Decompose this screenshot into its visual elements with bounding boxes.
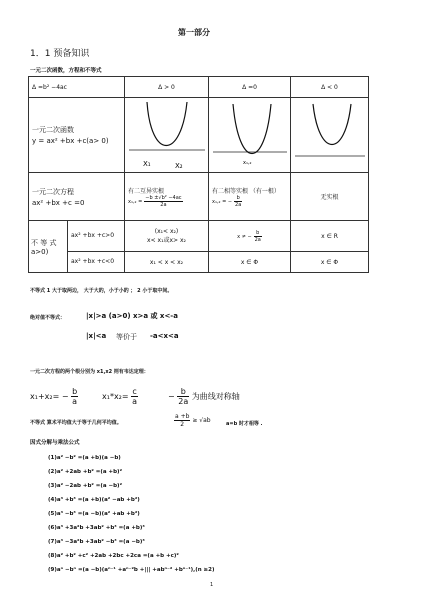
abs-value-line-2a: |x|<a xyxy=(86,332,107,340)
vieta-product-numerator: c xyxy=(132,387,137,396)
quadratic-table xyxy=(28,76,369,273)
formula-6: (6)a³ +3a²b +3ab² +b³ =(a +b)³ xyxy=(48,525,145,531)
solution-greater-condition: (x₁< x₂) xyxy=(154,228,179,236)
axis-fraction xyxy=(177,387,189,406)
mean-rhs: ≥ √ab xyxy=(192,417,211,424)
double-root-numerator: b xyxy=(234,195,242,202)
formula-9: (9)aⁿ −bⁿ =(a −b)(aⁿ⁻¹ +aⁿ⁻²b +||| +abⁿ⁻² +bⁿ⁻¹),(n ≥2) xyxy=(48,567,215,573)
formula-8: (8)a² +b² +c² +2ab +2bc +2ca =(a +b +c)² xyxy=(48,553,179,559)
two-roots-title: 有二互异实根 xyxy=(128,187,165,195)
inequality-greater: ax² +bx +c>0 xyxy=(68,221,124,252)
section-heading: 1．1 预备知识 xyxy=(30,49,90,59)
graph-double-root-cell xyxy=(209,98,291,173)
col-delta-negative: Δ < 0 xyxy=(291,77,369,98)
no-root-solution-greater: x ∈ R xyxy=(291,221,369,252)
x2-label: X₂ xyxy=(175,162,183,170)
vieta-sentence: 一元二次方程的两个根分别为 x1,x2 则有韦达定理： xyxy=(30,369,149,375)
double-root-solution-fraction xyxy=(254,230,262,243)
factorization-title: 因式分解与乘法公式 xyxy=(30,440,80,446)
x12-label: x₁,₂ xyxy=(243,160,252,166)
abs-value-label: 绝对值不等式： xyxy=(30,315,66,321)
double-root-lhs: x₁,₂ = − xyxy=(212,198,233,205)
mean-denominator: 2 xyxy=(180,421,185,428)
inequality-cell xyxy=(29,221,125,273)
two-roots-solution-greater xyxy=(125,221,209,252)
no-root-cell: 无实根 xyxy=(291,173,369,221)
axis-text: 为曲线对称轴 xyxy=(191,392,240,401)
axis-denominator: 2a xyxy=(178,397,189,406)
solution-greater-range: x< x₁或x> x₂ xyxy=(147,237,186,245)
two-roots-denominator: 2a xyxy=(160,201,167,208)
formula-3: (3)a² −2ab +b² =(a −b)² xyxy=(48,483,122,489)
double-root-title: 有二相等实根 （有一根） xyxy=(212,187,280,195)
vieta-product xyxy=(102,387,138,406)
axis-of-symmetry xyxy=(168,387,240,406)
two-roots-lhs: x₁,₂ = xyxy=(128,198,143,205)
double-root-fraction xyxy=(234,195,242,208)
parabola-no-root xyxy=(291,98,369,170)
subsection-heading: 一元二次函数，方程和不等式 xyxy=(30,68,102,74)
mean-inequality-text: 不等式 算术平均值大于等于几何平均值。 xyxy=(30,420,122,426)
delta-definition: Δ =b² −4ac xyxy=(29,77,125,98)
page-title: 第一部分 xyxy=(178,28,210,37)
vieta-product-denominator: a xyxy=(132,397,138,406)
parabola-two-roots xyxy=(125,98,209,170)
two-roots-solution-less: x₁ < x < x₂ xyxy=(125,252,209,273)
no-root-solution-less: x ∈ Φ xyxy=(291,252,369,273)
double-root-solution-denominator: 2a xyxy=(254,236,261,243)
axis-numerator: b xyxy=(177,387,189,397)
double-root-solution-greater xyxy=(209,221,291,252)
double-root-solution-less: x ∈ Φ xyxy=(209,252,291,273)
two-roots-cell xyxy=(125,173,209,221)
double-root-cell xyxy=(209,173,291,221)
col-delta-zero: Δ =0 xyxy=(209,77,291,98)
abs-value-line-2b: 等价于 xyxy=(116,333,137,341)
graph-two-roots-cell xyxy=(125,98,209,173)
vieta-sum-numerator: b xyxy=(72,387,78,396)
function-expression: y = ax² +bx +c(a> 0) xyxy=(32,137,109,145)
function-label: 一元二次函数 xyxy=(32,126,74,134)
formula-4: (4)a³ +b³ =(a +b)(a² −ab +b²) xyxy=(48,497,140,503)
vieta-sum-denominator: a xyxy=(72,397,78,406)
double-root-solution-lhs: x ≠ − xyxy=(237,233,252,240)
vieta-product-lhs: x₁*x₂= xyxy=(102,392,129,401)
mean-numerator: a +b xyxy=(175,413,190,420)
inequality-rule-note: 不等式 1 大于取两边， 大于大的，小于小的 ； 2 小于取中间。 xyxy=(30,288,173,294)
function-cell xyxy=(29,98,125,173)
inequality-label: 不 等 式 a>0) xyxy=(29,221,68,272)
abs-value-line-2c: -a<x<a xyxy=(150,332,179,340)
abs-value-line-1: |x|>a (a>0) x>a 或 x<-a xyxy=(86,312,178,320)
equation-label: 一元二次方程 xyxy=(32,187,74,196)
graph-no-root-cell xyxy=(291,98,369,173)
equation-expression: ax² +bx +c =0 xyxy=(32,198,85,207)
col-delta-positive: Δ > 0 xyxy=(125,77,209,98)
formula-1: (1)a² −b² =(a +b)(a −b) xyxy=(48,455,121,461)
inequality-less: ax² +bx +c<0 xyxy=(71,258,115,265)
two-roots-fraction xyxy=(144,195,182,208)
parabola-double-root xyxy=(209,98,291,170)
two-roots-numerator: −b ±√b² −4ac xyxy=(145,194,182,201)
mean-fraction xyxy=(174,413,190,428)
vieta-sum-lhs: x₁+x₂= xyxy=(30,392,60,401)
vieta-sum-sign: − xyxy=(61,392,69,401)
page-number: 1 xyxy=(210,582,214,588)
formula-2: (2)a² +2ab +b² =(a +b)² xyxy=(48,469,122,475)
equation-cell xyxy=(29,173,125,221)
vieta-product-fraction xyxy=(131,387,138,406)
vieta-sum xyxy=(30,387,78,406)
formula-7: (7)a³ −3a²b +3ab² −b³ =(a −b)³ xyxy=(48,539,145,545)
x1-label: X₁ xyxy=(143,160,151,168)
double-root-solution-numerator: b xyxy=(254,230,262,237)
mean-equality-condition: a=b 时才相等 . xyxy=(226,421,263,427)
axis-sign: − xyxy=(168,392,175,401)
double-root-denominator: 2a xyxy=(235,201,242,208)
formula-5: (5)a³ −b³ =(a −b)(a² +ab +b²) xyxy=(48,511,140,517)
vieta-sum-fraction xyxy=(71,387,78,406)
mean-inequality-formula xyxy=(174,413,211,428)
